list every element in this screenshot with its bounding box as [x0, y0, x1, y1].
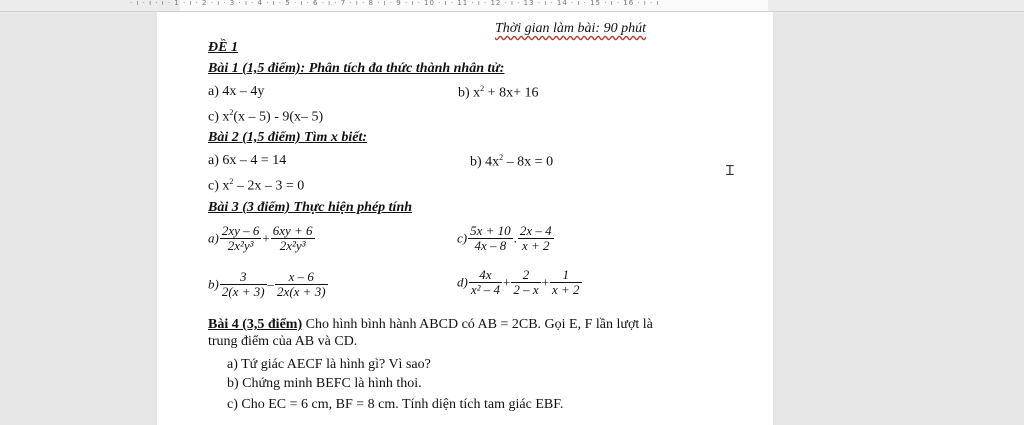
- bai2-c: c) $x^2 - 2x - 3 = 0$: [208, 177, 305, 194]
- bai1-title: Bài 1 (1,5 điểm): Phân tích đa thức thành nhân tử:: [208, 61, 505, 76]
- fraction: $\frac{2}{2 - x}$: [513, 267, 539, 297]
- fraction: $\frac{2xy - 6}{\text{2x²y³}}$: [221, 223, 260, 253]
- bai1-c: c) $x^2(x - 5) - 9(x-$ 5): [208, 108, 324, 125]
- bai1-b: b) $x^2 + 8x+ 16$: [458, 84, 539, 101]
- bai2-title: Bài 2 (1,5 điểm) Tìm x biết:: [208, 130, 368, 145]
- bai2-a: a) 6x – 4 = 14: [208, 153, 287, 168]
- fraction: $\frac{3}{2(x + 3)}$: [221, 269, 265, 299]
- bai4-line2: trung điểm của AB và CD.: [208, 334, 358, 349]
- bai4-line1: Bài 4 (3,5 điểm) Cho hình bình hành ABCD có AB = 2CB. Gọi E, F lần lượt là: [208, 317, 653, 332]
- bai3-c: c) $\frac{5x + 10}{4x - 8}$ . $\frac{2x - 4}{x + 2}$: [457, 223, 552, 253]
- fraction: $\frac{x - 6}{2x(x + 3)}$: [277, 269, 326, 299]
- bai2-b: b) $4x^2 - 8x = 0$: [470, 153, 554, 170]
- fraction: $\frac{5x + 10}{4x - 8}$: [470, 223, 511, 253]
- bai4-c: c) Cho EC = 6 cm, BF = 8 cm. Tính diện tích tam giác EBF.: [227, 397, 564, 412]
- horizontal-ruler[interactable]: [0, 0, 1024, 12]
- exam-title: ĐỀ 1: [208, 40, 238, 55]
- fraction: $\frac{4x}{\text{x² – 4}}$: [470, 267, 501, 297]
- ruler-numbers: · ı · ı · ı · 1 · ı · 2 · ı · 3 · ı · 4 · ı · 5 · ı · 6 · ı · 7 · ı · 8 · ı · 9 · ı · 10 · ı · 11 · ı · 12 · ı · 13 · ı · 14 · ı · 15 · ı · 16 · ı · ı: [130, 0, 660, 7]
- bai4-b: b) Chứng minh BEFC là hình thoi.: [227, 376, 422, 391]
- bai3-d: d) $\frac{4x}{\text{x² – 4}}$ + $\frac{2}{2 - x}$ + $\frac{1}{x + 2}$: [457, 267, 580, 297]
- bai3-b: b) $\frac{3}{2(x + 3)}$ – $\frac{x - 6}{2x(x + 3)}$: [208, 269, 326, 299]
- fraction: $\frac{1}{x + 2}$: [551, 267, 580, 297]
- fraction: $\frac{6xy + 6}{\text{2x²y³}}$: [272, 223, 313, 253]
- fraction: $\frac{2x - 4}{x + 2}$: [519, 223, 552, 253]
- bai3-title: Bài 3 (3 điểm) Thực hiện phép tính: [208, 200, 413, 215]
- text-cursor-icon: Ɪ: [726, 163, 734, 179]
- bai3-a: a) $\frac{2xy - 6}{\text{2x²y³}}$ + $\frac{6xy + 6}{\text{2x²y³}}$: [208, 223, 313, 253]
- exam-time: Thời gian làm bài: 90 phút: [495, 21, 646, 36]
- bai1-a: a) 4x – 4y: [208, 84, 265, 99]
- bai4-a: a) Tứ giác AECF là hình gì? Vì sao?: [227, 357, 431, 372]
